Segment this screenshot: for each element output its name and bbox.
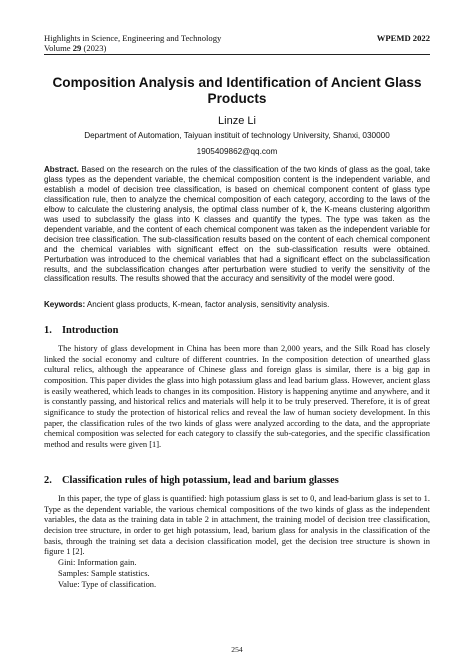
section-heading-introduction	[44, 325, 430, 337]
definition-gini: Gini: Information gain.	[58, 557, 137, 567]
author-affiliation: Department of Automation, Taiyuan instituit of technology University, Shanxi, 030000	[84, 131, 390, 140]
abstract-label: Abstract.	[44, 165, 79, 174]
definition-value: Value: Type of classification.	[58, 579, 157, 589]
journal-name: Highlights in Science, Engineering and Technology	[44, 33, 222, 43]
header-rule	[44, 54, 430, 55]
introduction-paragraph: The history of glass development in China has been more than 2,000 years, and the Silk Road has closely linked the social economy and culture of different countries. In the composition detection of unearthed glass cultural relics, although the appearance of Chinese glass and foreign glass is similar, there is a big gap in composition. This paper divides the glass into high potassium glass and lead barium glass. However, ancient glass is easily weathered, which leads to changes in its composition. History is happening anytime and anywhere, and it is constantly passing, and historical relics and materials will help it to be truly preserved. Therefore, it is of great significance to study the protection of historical relics and reveal the law of human society development. In this paper, the classification rules of the two kinds of glass were analyzed according to the data, and the appropriate chemical composition was selected for each category to classify the sub-categories, and the specific classification method and results were given [1].	[44, 343, 430, 449]
definition-samples: Samples: Sample statistics.	[58, 568, 150, 578]
author-name: Linze Li	[218, 115, 256, 127]
volume-number: 29	[72, 43, 82, 53]
section-number: 1.	[44, 325, 52, 336]
conference-code: WPEMD 2022	[376, 33, 430, 43]
section-title: Classification rules of high potassium, lead and barium glasses	[62, 475, 339, 486]
abstract	[44, 165, 430, 284]
keywords-label: Keywords:	[44, 300, 86, 309]
author-email: 1905409862@qq.com	[196, 147, 278, 156]
section-number: 2.	[44, 475, 52, 486]
abstract-text: Based on the research on the rules of the classification of the two kinds of glass as the goal, take glass types as the dependent variable, the chemical composition content is the independent variable, and establish a model of decision tree classification, is based on chemical component content of glass type classification rule, then to analyze the chemical composition of each category, according to the laws of the elbow to calculate the clustering analysis, the optimal class number of k, the K-means clustering algorithm was used to subclassify the glass into K classes and quantify the types. The type was taken as the dependent variable, and the content of each chemical component was taken as the independent variable for decision tree classification. The sub-classification results based on the content of each chemical component and the chemical variables with significant effect on the sub-classification results were obtained. Perturbation was introduced to the chemical variables that had a significant effect on the subclassification results, and the subclassification changes after perturbation were studied to verify the sensitivity of the classification results. The results showed that the accuracy and sensitivity of the model were good.	[44, 165, 430, 284]
page-number: 254	[231, 645, 243, 654]
keywords-text: Ancient glass products, K-mean, factor analysis, sensitivity analysis.	[85, 300, 330, 309]
volume-prefix: Volume	[44, 43, 73, 53]
volume-line	[44, 43, 106, 54]
section-heading-classification	[44, 475, 430, 487]
keywords	[44, 300, 430, 310]
volume-year: (2023)	[81, 43, 107, 53]
section-title: Introduction	[62, 325, 119, 336]
classification-paragraph: In this paper, the type of glass is quantified: high potassium glass is set to 0, and lead-barium glass is set to 1. Type as the dependent variable, the various chemical compositions of the two kinds of glass as the independent variables, the data as the training data in table 2 in attachment, the training model of decision tree classification, decision tree structure, in order to get high potassium, lead, barium glass for analysis in the classification of the basis, through the training set data a decision classification model, get the decision tree structure is shown in figure 1 [2].	[44, 493, 430, 557]
paper-title: Composition Analysis and Identification of Ancient Glass Products	[52, 75, 422, 106]
